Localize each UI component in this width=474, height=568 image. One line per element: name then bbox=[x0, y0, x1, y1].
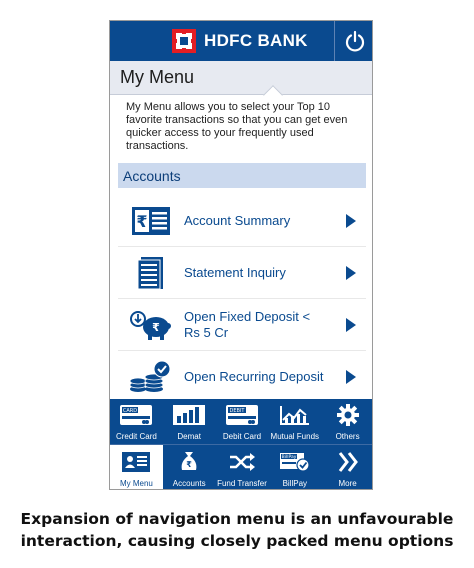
document-lines-icon bbox=[128, 255, 174, 291]
svg-text:₹: ₹ bbox=[136, 212, 148, 231]
chevron-right-icon bbox=[346, 214, 356, 228]
svg-text:CARD: CARD bbox=[123, 408, 138, 414]
bar-chart-icon bbox=[171, 403, 207, 427]
nav-tab-label: More bbox=[338, 479, 357, 488]
menu-item-account-summary[interactable] bbox=[118, 195, 366, 247]
quick-item-label: Others bbox=[335, 432, 360, 441]
nav-tab-label: My Menu bbox=[119, 479, 153, 488]
quick-item-mutual-funds[interactable] bbox=[268, 399, 321, 444]
title-bar bbox=[110, 61, 373, 95]
svg-text:DEBIT: DEBIT bbox=[229, 408, 245, 414]
chevron-right-icon bbox=[346, 266, 356, 280]
nav-tab-my-menu[interactable] bbox=[110, 445, 163, 490]
caption-line-1: Expansion of navigation menu is an unfavourable bbox=[20, 510, 454, 528]
svg-text:BillPay: BillPay bbox=[281, 455, 297, 460]
svg-text:₹: ₹ bbox=[152, 321, 160, 334]
quick-item-debit-card[interactable] bbox=[216, 399, 269, 444]
menu-item-label: Open Recurring Deposit bbox=[184, 369, 324, 384]
menu-description: My Menu allows you to select your Top 10 favorite transactions so that you can get even quicker access to your frequently used transactions. bbox=[126, 101, 348, 152]
money-bag-icon bbox=[174, 450, 204, 474]
quick-item-label: Mutual Funds bbox=[270, 432, 320, 441]
svg-text:₹: ₹ bbox=[186, 460, 192, 469]
credit-card-icon bbox=[118, 403, 154, 427]
quick-item-label: Demat bbox=[177, 432, 201, 441]
chevron-right-icon bbox=[346, 370, 356, 384]
nav-tab-label: Accounts bbox=[172, 479, 206, 488]
nav-tab-label: Fund Transfer bbox=[217, 479, 267, 488]
figure-caption bbox=[0, 508, 474, 552]
double-chevron-icon bbox=[333, 450, 363, 474]
bill-check-icon bbox=[278, 450, 312, 474]
menu-item-label: Statement Inquiry bbox=[184, 265, 286, 280]
accounts-section-header bbox=[118, 163, 366, 188]
menu-item-statement-inquiry[interactable] bbox=[118, 247, 366, 299]
menu-item-open-fixed-deposit[interactable] bbox=[118, 299, 366, 351]
menu-item-label-line2: Rs 5 Cr bbox=[184, 325, 229, 340]
coin-stack-icon bbox=[128, 359, 174, 395]
debit-card-icon bbox=[224, 403, 260, 427]
app-header bbox=[110, 21, 373, 61]
gear-icon bbox=[330, 403, 366, 427]
phone-screen bbox=[109, 20, 373, 490]
nav-tab-fund-transfer[interactable] bbox=[216, 445, 269, 490]
nav-tab-accounts[interactable] bbox=[163, 445, 216, 490]
brand-name: HDFC BANK bbox=[204, 31, 308, 50]
hdfc-logo-icon bbox=[172, 29, 196, 53]
line-chart-icon bbox=[277, 403, 313, 427]
quick-item-credit-card[interactable] bbox=[110, 399, 163, 444]
hdfc-logo bbox=[172, 29, 308, 53]
piggy-bank-icon bbox=[128, 307, 174, 343]
menu-item-label: Account Summary bbox=[184, 213, 291, 228]
bottom-navigation-bar bbox=[110, 444, 373, 490]
my-menu-icon bbox=[121, 450, 151, 474]
quick-item-demat[interactable] bbox=[163, 399, 216, 444]
quick-access-bar bbox=[110, 399, 373, 444]
nav-tab-more[interactable] bbox=[321, 445, 373, 490]
shuffle-icon bbox=[227, 450, 257, 474]
logout-button[interactable] bbox=[334, 21, 373, 61]
page-title: My Menu bbox=[120, 67, 195, 87]
caption-line-2: interaction, causing closely packed menu options bbox=[20, 532, 454, 550]
menu-item-open-recurring-deposit[interactable] bbox=[118, 351, 366, 403]
quick-item-label: Debit Card bbox=[222, 432, 262, 441]
nav-tab-label: BillPay bbox=[282, 479, 308, 488]
chevron-right-icon bbox=[346, 318, 356, 332]
menu-item-label: Open Fixed Deposit < bbox=[184, 309, 311, 324]
power-icon bbox=[344, 30, 366, 52]
accounts-section-label: Accounts bbox=[123, 168, 181, 184]
nav-tab-billpay[interactable] bbox=[268, 445, 321, 490]
rupee-statement-icon bbox=[128, 203, 174, 239]
quick-item-label: Credit Card bbox=[115, 432, 157, 441]
quick-item-others[interactable] bbox=[321, 399, 373, 444]
